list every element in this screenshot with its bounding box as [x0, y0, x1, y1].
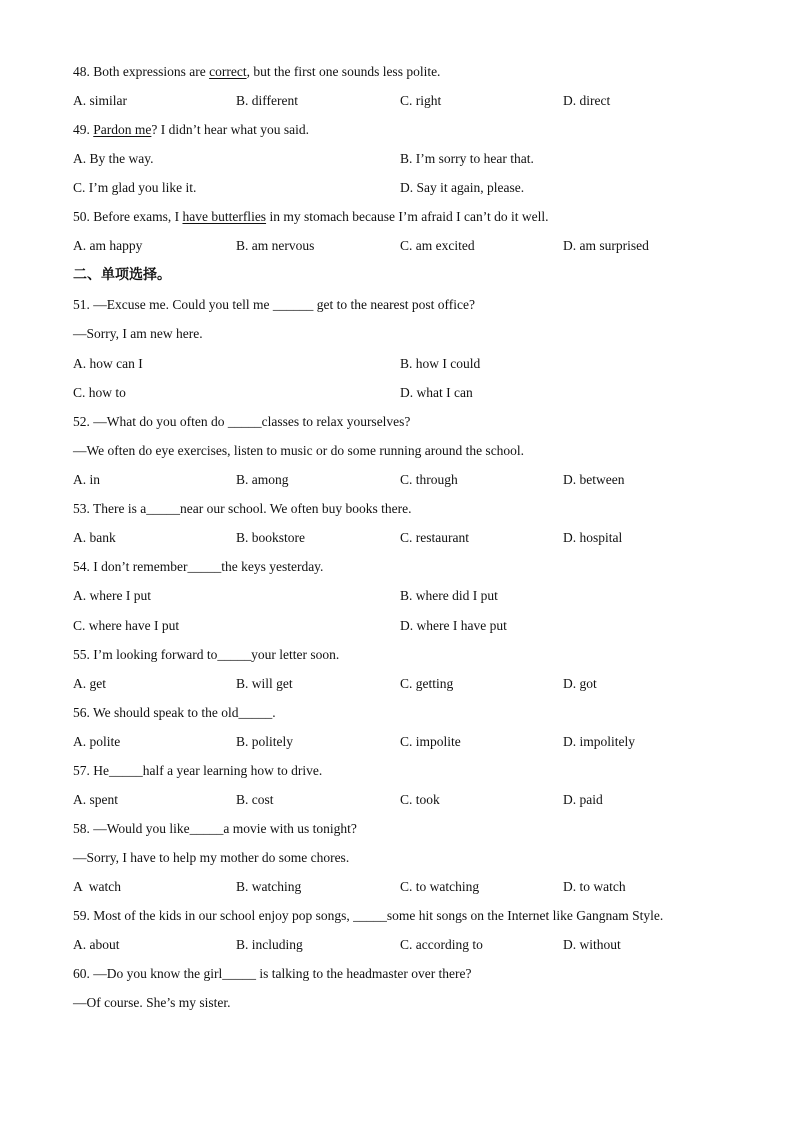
option-c: C. according to [400, 937, 483, 952]
option-c: C. I’m glad you like it. [73, 180, 197, 195]
option-d: D. paid [563, 792, 603, 807]
option-b: B. bookstore [236, 530, 305, 545]
option-a: A. polite [73, 734, 121, 749]
option-d: D. direct [563, 93, 611, 108]
question-51: 51. —Excuse me. Could you tell me ______ get to the nearest post office? [73, 297, 476, 312]
question-49 [73, 121, 309, 139]
question-58-reply: —Sorry, I have to help my mother do some chores. [73, 850, 350, 865]
option-a: A. how can I [73, 356, 143, 371]
option-a: A. similar [73, 93, 127, 108]
underlined-phrase: have butterflies [182, 209, 267, 224]
option-b: B. politely [236, 734, 293, 749]
option-c: C. right [400, 93, 442, 108]
option-c: C. restaurant [400, 530, 469, 545]
option-b: B. am nervous [236, 238, 315, 253]
question-60-reply: —Of course. She’s my sister. [73, 995, 231, 1010]
option-d: D. got [563, 676, 597, 691]
option-b: B. how I could [400, 356, 481, 371]
option-d: D. between [563, 472, 625, 487]
question-50 [73, 208, 548, 226]
question-53: 53. There is a_____near our school. We often buy books there. [73, 501, 412, 516]
question-52-reply: —We often do eye exercises, listen to music or do some running around the school. [73, 443, 525, 458]
option-a: A. in [73, 472, 100, 487]
option-a: A watch [73, 879, 121, 894]
option-c: C. where have I put [73, 618, 180, 633]
question-text: 50. Before exams, I [73, 209, 183, 224]
question-text: 48. Both expressions are [73, 64, 210, 79]
question-text: 49. [73, 122, 94, 137]
question-57: 57. He_____half a year learning how to drive. [73, 763, 323, 778]
question-56: 56. We should speak to the old_____. [73, 705, 276, 720]
question-48 [73, 63, 440, 81]
question-54: 54. I don’t remember_____the keys yesterday. [73, 559, 324, 574]
option-c: C. through [400, 472, 458, 487]
question-52: 52. —What do you often do _____classes to relax yourselves? [73, 414, 411, 429]
option-c: C. how to [73, 385, 126, 400]
option-c: C. took [400, 792, 440, 807]
option-a: A. am happy [73, 238, 143, 253]
option-d: D. Say it again, please. [400, 180, 525, 195]
option-b: B. watching [236, 879, 302, 894]
option-a: A. about [73, 937, 120, 952]
question-60: 60. —Do you know the girl_____ is talking to the headmaster over there? [73, 966, 472, 981]
option-a: A. By the way. [73, 151, 154, 166]
option-b: B. I’m sorry to hear that. [400, 151, 534, 166]
option-a: A. bank [73, 530, 116, 545]
question-text: in my stomach because I’m afraid I can’t do it well. [266, 209, 549, 224]
question-text: ? I didn’t hear what you said. [151, 122, 309, 137]
option-a: A. get [73, 676, 106, 691]
question-51-reply: —Sorry, I am new here. [73, 326, 203, 341]
option-d: D. where I have put [400, 618, 507, 633]
option-c: C. am excited [400, 238, 475, 253]
underlined-phrase: correct [209, 64, 247, 79]
question-59: 59. Most of the kids in our school enjoy pop songs, _____some hit songs on the Internet like Gangnam Style. [73, 908, 664, 923]
option-d: D. impolitely [563, 734, 635, 749]
option-b: B. among [236, 472, 289, 487]
question-58: 58. —Would you like_____a movie with us tonight? [73, 821, 357, 836]
option-d: D. am surprised [563, 238, 649, 253]
option-d: D. without [563, 937, 621, 952]
option-c: C. impolite [400, 734, 461, 749]
option-b: B. will get [236, 676, 293, 691]
option-b: B. where did I put [400, 588, 498, 603]
question-55: 55. I’m looking forward to_____your letter soon. [73, 647, 340, 662]
option-b: B. different [236, 93, 298, 108]
option-b: B. cost [236, 792, 274, 807]
option-a: A. spent [73, 792, 118, 807]
underlined-phrase: Pardon me [93, 122, 152, 137]
option-d: D. hospital [563, 530, 623, 545]
option-c: C. to watching [400, 879, 480, 894]
option-b: B. including [236, 937, 303, 952]
option-a: A. where I put [73, 588, 151, 603]
question-text: , but the first one sounds less polite. [246, 64, 441, 79]
option-d: D. what I can [400, 385, 473, 400]
section-heading: 二、单项选择。 [73, 267, 171, 283]
option-c: C. getting [400, 676, 454, 691]
option-d: D. to watch [563, 879, 626, 894]
